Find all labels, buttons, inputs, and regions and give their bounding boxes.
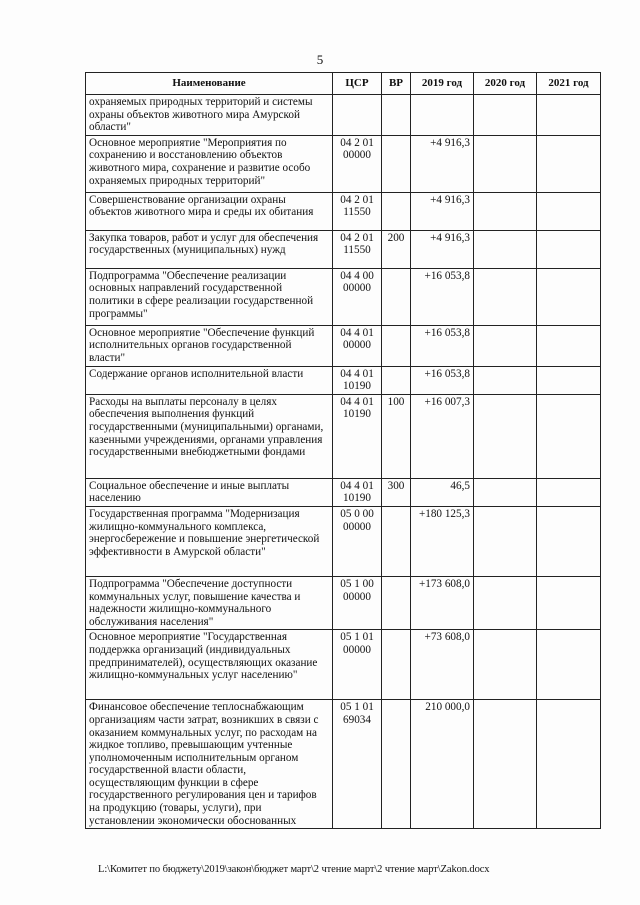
row-vr-cell (382, 192, 411, 230)
row-name-cell: Основное мероприятие "Обеспечение функций исполнительных органов государственной власти" (86, 325, 333, 366)
row-vr-cell (382, 95, 411, 136)
row-vr-cell (382, 366, 411, 394)
row-2019-cell: +16 053,8 (411, 268, 474, 325)
table-row (86, 576, 601, 629)
table-row (86, 630, 601, 700)
table-row (86, 478, 601, 506)
row-2021-cell (537, 630, 601, 700)
row-2020-cell (474, 394, 537, 478)
header-2020: 2020 год (474, 73, 537, 95)
row-csr-cell: 05 1 01 00000 (333, 630, 382, 700)
row-2020-cell (474, 630, 537, 700)
row-vr-cell (382, 576, 411, 629)
row-vr-cell (382, 700, 411, 829)
row-csr-cell: 04 4 01 10190 (333, 366, 382, 394)
row-vr-cell (382, 325, 411, 366)
table-row (86, 325, 601, 366)
table-row (86, 192, 601, 230)
table-row (86, 95, 601, 136)
row-name-cell: Финансовое обеспечение теплоснабжающим организациям части затрат, возникших в связи с оказанием коммунальных услуг, по расходам на жидкое топливо, превышающим учтенные уполномоченным исполнительным органом государственной власти области, осуществляющим функции в сфере государственного регулирования цен и тарифов на продукцию (товары, услуги), при установлении экономически обоснованных (86, 700, 333, 829)
row-csr-cell: 04 2 01 11550 (333, 192, 382, 230)
table-row (86, 135, 601, 192)
header-csr: ЦСР (333, 73, 382, 95)
row-2019-cell: +16 007,3 (411, 394, 474, 478)
row-2019-cell: 210 000,0 (411, 700, 474, 829)
budget-table (85, 72, 601, 829)
row-csr-cell (333, 95, 382, 136)
row-2021-cell (537, 506, 601, 576)
table-row (86, 700, 601, 829)
row-csr-cell: 05 1 00 00000 (333, 576, 382, 629)
table-row (86, 230, 601, 268)
row-csr-cell: 04 2 01 11550 (333, 230, 382, 268)
row-vr-cell (382, 135, 411, 192)
row-2021-cell (537, 95, 601, 136)
row-name-cell: Государственная программа "Модернизация жилищно-коммунального комплекса, энергосбережение и повышение энергетической эффективности в Амурской области" (86, 506, 333, 576)
row-2021-cell (537, 366, 601, 394)
row-2019-cell: 46,5 (411, 478, 474, 506)
row-csr-cell: 04 2 01 00000 (333, 135, 382, 192)
row-2019-cell: +16 053,8 (411, 325, 474, 366)
row-2020-cell (474, 95, 537, 136)
row-name-cell: Подпрограмма "Обеспечение доступности коммунальных услуг, повышение качества и надежности жилищно-коммунального обслуживания населения" (86, 576, 333, 629)
table-row (86, 366, 601, 394)
table-row (86, 268, 601, 325)
row-2019-cell: +73 608,0 (411, 630, 474, 700)
row-2020-cell (474, 478, 537, 506)
header-2019: 2019 год (411, 73, 474, 95)
row-2021-cell (537, 230, 601, 268)
row-2021-cell (537, 576, 601, 629)
row-2021-cell (537, 268, 601, 325)
page-number: 5 (316, 52, 324, 67)
row-name-cell: Основное мероприятие "Государственная поддержка организаций (индивидуальных предпринимателей), осуществляющих оказание жилищно-коммунальных услуг населению" (86, 630, 333, 700)
row-2020-cell (474, 366, 537, 394)
row-vr-cell: 100 (382, 394, 411, 478)
row-2020-cell (474, 135, 537, 192)
row-2021-cell (537, 394, 601, 478)
row-vr-cell: 300 (382, 478, 411, 506)
row-2019-cell: +4 916,3 (411, 230, 474, 268)
header-2021: 2021 год (537, 73, 601, 95)
row-csr-cell: 04 4 00 00000 (333, 268, 382, 325)
row-2019-cell: +16 053,8 (411, 366, 474, 394)
row-name-cell: Расходы на выплаты персоналу в целях обеспечения выполнения функций государственными (муниципальными) органами, казенными учреждениями, органами управления государственными внебюджетными фондами (86, 394, 333, 478)
row-vr-cell (382, 630, 411, 700)
row-name-cell: Подпрограмма "Обеспечение реализации основных направлений государственной политики в сфере реализации государственной программы" (86, 268, 333, 325)
row-2021-cell (537, 325, 601, 366)
row-2019-cell: +173 608,0 (411, 576, 474, 629)
row-vr-cell (382, 506, 411, 576)
table-row (86, 394, 601, 478)
row-2020-cell (474, 325, 537, 366)
row-name-cell: Социальное обеспечение и иные выплаты населению (86, 478, 333, 506)
header-vr: ВР (382, 73, 411, 95)
row-csr-cell: 04 4 01 10190 (333, 394, 382, 478)
row-name-cell: Основное мероприятие "Мероприятия по сохранению и восстановлению объектов животного мира, сохранение и развитие особо охраняемых природных территорий" (86, 135, 333, 192)
row-name-cell: Содержание органов исполнительной власти (86, 366, 333, 394)
row-vr-cell (382, 268, 411, 325)
row-2021-cell (537, 135, 601, 192)
row-2019-cell: +180 125,3 (411, 506, 474, 576)
row-2021-cell (537, 478, 601, 506)
row-2020-cell (474, 506, 537, 576)
row-name-cell: охраняемых природных территорий и системы охраны объектов животного мира Амурской области" (86, 95, 333, 136)
header-name: Наименование (86, 73, 333, 95)
row-vr-cell: 200 (382, 230, 411, 268)
row-2020-cell (474, 192, 537, 230)
row-2020-cell (474, 576, 537, 629)
table-row (86, 506, 601, 576)
row-name-cell: Закупка товаров, работ и услуг для обеспечения государственных (муниципальных) нужд (86, 230, 333, 268)
row-2021-cell (537, 192, 601, 230)
row-2020-cell (474, 230, 537, 268)
row-2020-cell (474, 268, 537, 325)
row-2019-cell: +4 916,3 (411, 135, 474, 192)
row-2019-cell (411, 95, 474, 136)
row-2019-cell: +4 916,3 (411, 192, 474, 230)
row-csr-cell: 04 4 01 00000 (333, 325, 382, 366)
row-name-cell: Совершенствование организации охраны объектов животного мира и среды их обитания (86, 192, 333, 230)
table-header-row (86, 73, 601, 95)
file-path-footer: L:\Комитет по бюджету\2019\закон\бюджет март\2 чтение март\2 чтение март\Zakon.docx (98, 864, 490, 875)
row-2021-cell (537, 700, 601, 829)
row-2020-cell (474, 700, 537, 829)
row-csr-cell: 04 4 01 10190 (333, 478, 382, 506)
row-csr-cell: 05 1 01 69034 (333, 700, 382, 829)
row-csr-cell: 05 0 00 00000 (333, 506, 382, 576)
